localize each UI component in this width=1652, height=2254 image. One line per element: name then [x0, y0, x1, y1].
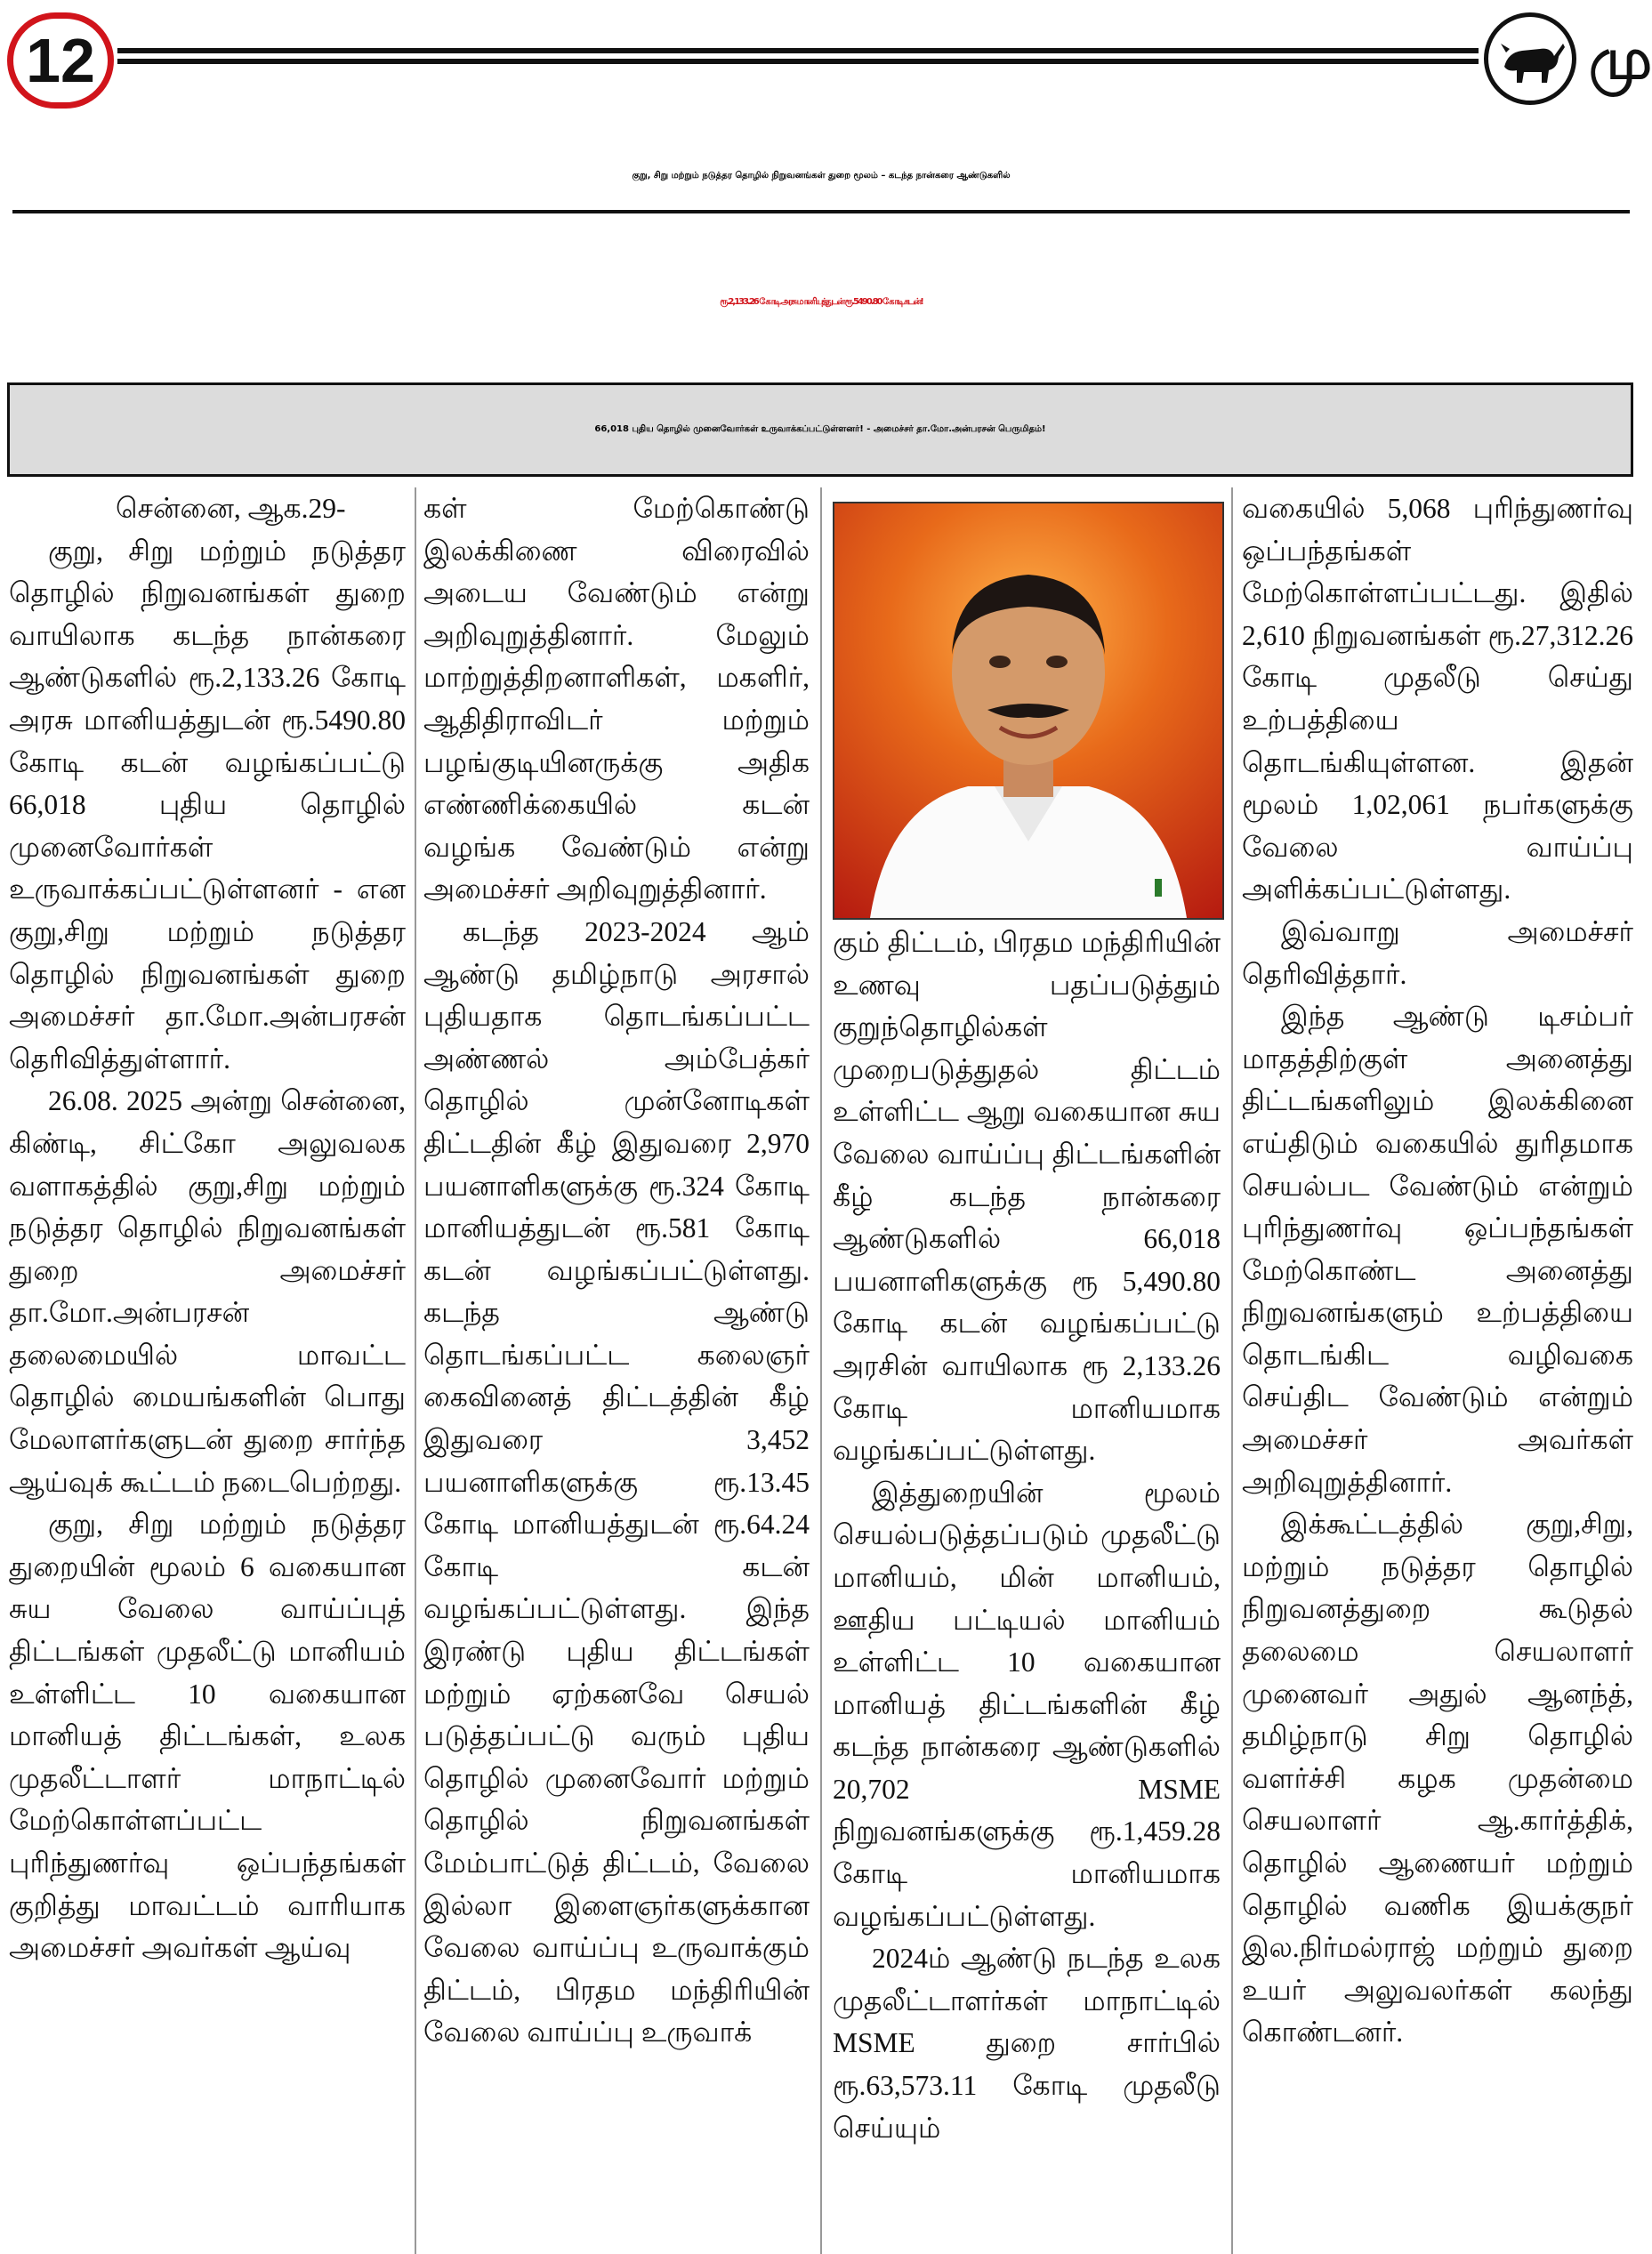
article-column-1	[9, 487, 406, 1969]
subhead-box	[7, 382, 1633, 477]
paragraph: குறு, சிறு மற்றும் நடுத்தர தொழில் நிறுவனங்கள் துறை வாயிலாக கடந்த நான்கரை ஆண்டுகளில் ரூ.2,133.26 கோடி அரசு மானியத்துடன் ரூ.5490.80 கோடி கடன் வழங்கப்பட்டு 66,018 புதிய தொழில் முனைவோர்கள் உருவாக்கப்பட்டுள்ளனர் - என குறு,சிறு மற்றும் நடுத்தர தொழில் நிறுவனங்கள் துறை அமைச்சர் தா.மோ.அன்பரசன் தெரிவித்துள்ளார்.	[9, 535, 406, 1075]
masthead-rule	[117, 48, 1479, 53]
paragraph: கள் மேற்கொண்டு இலக்கிணை விரைவில் அடைய வேண்டும் என்று அறிவுறுத்தினார். மேலும் மாற்றுத்திறனாளிகள், மகளிர், ஆதிதிராவிடர் மற்றும் பழங்குடியினருக்கு அதிக எண்ணிக்கையில் கடன் வழங்க வேண்டும் என்று அமைச்சர் அறிவுறுத்தினார்.	[423, 493, 810, 906]
paragraph: 2024ம் ஆண்டு நடந்த உலக முதலீட்டாளர்கள் மாநாட்டில் MSME துறை சார்பில் ரூ.63,573.11 கோடி முதலீடு செய்யும்	[833, 1943, 1221, 2144]
dateline: சென்னை, ஆக.29-	[116, 493, 346, 524]
paragraph: இந்த ஆண்டு டிசம்பர் மாதத்திற்குள் அனைத்து திட்டங்களிலும் இலக்கினை எய்திடும் வகையில் துரிதமாக செயல்பட வேண்டும் என்றும் புரிந்துணர்வு ஒப்பந்தங்கள் மேற்கொண்ட அனைத்து நிறுவனங்களும் உற்பத்தியை தொடங்கிட வழிவகை செய்திட வேண்டும் என்றும் அமைச்சர் அவர்கள் அறிவுறுத்தினார்.	[1242, 1001, 1633, 1498]
column-divider	[415, 487, 416, 2254]
kicker-line: குறு, சிறு மற்றும் நடுத்தர தொழில் நிறுவனங்கள் துறை மூலம் – கடந்த நான்கரை ஆண்டுகளில்	[632, 171, 1011, 181]
bull-icon	[1484, 12, 1576, 105]
article-column-4	[1242, 487, 1633, 2054]
kicker-rule	[12, 210, 1630, 213]
column-divider	[820, 487, 822, 2254]
column-divider	[1231, 487, 1233, 2254]
paragraph: கும் திட்டம், பிரதம மந்திரியின் உணவு பதப்படுத்தும் குறுந்தொழில்கள் முறைபடுத்துதல் திட்டம் உள்ளிட்ட ஆறு வகையான சுய வேலை வாய்ப்பு திட்டங்களின் கீழ் கடந்த நான்கரை ஆண்டுகளில் 66,018 பயனாளிகளுக்கு ரூ 5,490.80 கோடி கடன் வழங்கப்பட்டு அரசின் வாயிலாக ரூ 2,133.26 கோடி மானியமாக வழங்கப்பட்டுள்ளது.	[833, 927, 1221, 1467]
masthead-title-fragment: மு	[1589, 27, 1652, 93]
paragraph: இக்கூட்டத்தில் குறு,சிறு, மற்றும் நடுத்தர தொழில் நிறுவனத்துறை கூடுதல் தலைமை செயலாளர் முனைவர் அதுல் ஆனந்த், தமிழ்நாடு சிறு தொழில் வளர்ச்சி கழக முதன்மை செயலாளர் ஆ.கார்த்திக், தொழில் ஆணையர் மற்றும் தொழில் வணிக இயக்குநர் இல.நிர்மல்ராஜ் மற்றும் துறை உயர் அலுவலர்கள் கலந்து கொண்டனர்.	[1242, 1509, 1633, 2049]
paragraph: குறு, சிறு மற்றும் நடுத்தர துறையின் மூலம் 6 வகையான சுய வேலை வாய்ப்புத் திட்டங்கள் முதலீட்டு மானியம் உள்ளிட்ட 10 வகையான மானியத் திட்டங்கள், உலக முதலீட்டாளர் மாநாட்டில் மேற்கொள்ளப்பட்ட புரிந்துணர்வு ஒப்பந்தங்கள் குறித்து மாவட்டம் வாரியாக அமைச்சர் அவர்கள் ஆய்வு	[9, 1509, 406, 1964]
paragraph: கடந்த 2023-2024 ஆம் ஆண்டு தமிழ்நாடு அரசால் புதியதாக தொடங்கப்பட்ட அண்ணல் அம்பேத்கர் தொழில் முன்னோடிகள் திட்டதின் கீழ் இதுவரை 2,970 பயனாளிகளுக்கு ரூ.324 கோடி மானியத்துடன் ரூ.581 கோடி கடன் வழங்கப்பட்டுள்ளது. கடந்த ஆண்டு தொடங்கப்பட்ட கலைஞர் கைவினைத் திட்டத்தின் கீழ் இதுவரை 3,452 பயனாளிகளுக்கு ரூ.13.45 கோடி மானியத்துடன் ரூ.64.24 கோடி கடன் வழங்கப்பட்டுள்ளது. இந்த இரண்டு புதிய திட்டங்கள் மற்றும் ஏற்கனவே செயல் படுத்தப்பட்டு வரும் புதிய தொழில் முனைவோர் மற்றும் தொழில் நிறுவனங்கள் மேம்பாட்டுத் திட்டம், வேலை இல்லா இளைஞர்களுக்கான வேலை வாய்ப்பு உருவாக்கும் திட்டம், பிரதம மந்திரியின் வேலை வாய்ப்பு உருவாக்	[423, 915, 810, 2049]
paragraph: இத்துறையின் மூலம் செயல்படுத்தப்படும் முதலீட்டு மானியம், மின் மானியம், ஊதிய பட்டியல் மானியம் உள்ளிட்ட 10 வகையான மானியத் திட்டங்களின் கீழ் கடந்த நான்கரை ஆண்டுகளில் 20,702 MSME நிறுவனங்களுக்கு ரூ.1,459.28 கோடி மானியமாக வழங்கப்பட்டுள்ளது.	[833, 1477, 1221, 1932]
paragraph: இவ்வாறு அமைச்சர் தெரிவித்தார்.	[1242, 915, 1633, 990]
article-column-3	[833, 922, 1221, 2149]
masthead-rule	[117, 59, 1479, 64]
article-column-2	[423, 487, 810, 2054]
subhead: 66,018 புதிய தொழில் முனைவோர்கள் உருவாக்கப்பட்டுள்ளனர்! - அமைச்சர் தா.மோ.அன்பரசன் பெருமிதம்!	[594, 424, 1046, 434]
headline: ரூ.2,133.26 கோடி அரசு மானியத்துடன் ரூ.5490.80 கோடி கடன்!	[720, 297, 923, 307]
minister-photo	[833, 502, 1224, 920]
paragraph: 26.08. 2025 அன்று சென்னை, கிண்டி, சிட்கோ அலுவலக வளாகத்தில் குறு,சிறு மற்றும் நடுத்தர தொழில் நிறுவனங்கள் துறை அமைச்சர் தா.மோ.அன்பரசன் தலைமையில் மாவட்ட தொழில் மையங்களின் பொது மேலாளர்களுடன் துறை சார்ந்த ஆய்வுக் கூட்டம் நடைபெற்றது.	[9, 1085, 406, 1498]
masthead	[0, 0, 1652, 125]
paragraph: வகையில் 5,068 புரிந்துணர்வு ஒப்பந்தங்கள் மேற்கொள்ளப்பட்டது. இதில் 2,610 நிறுவனங்கள் ரூ.27,312.26 கோடி முதலீடு செய்து உற்பத்தியை தொடங்கியுள்ளன. இதன் மூலம் 1,02,061 நபர்களுக்கு வேலை வாய்ப்பு அளிக்கப்பட்டுள்ளது.	[1242, 493, 1633, 906]
page-number: 12	[7, 12, 114, 109]
